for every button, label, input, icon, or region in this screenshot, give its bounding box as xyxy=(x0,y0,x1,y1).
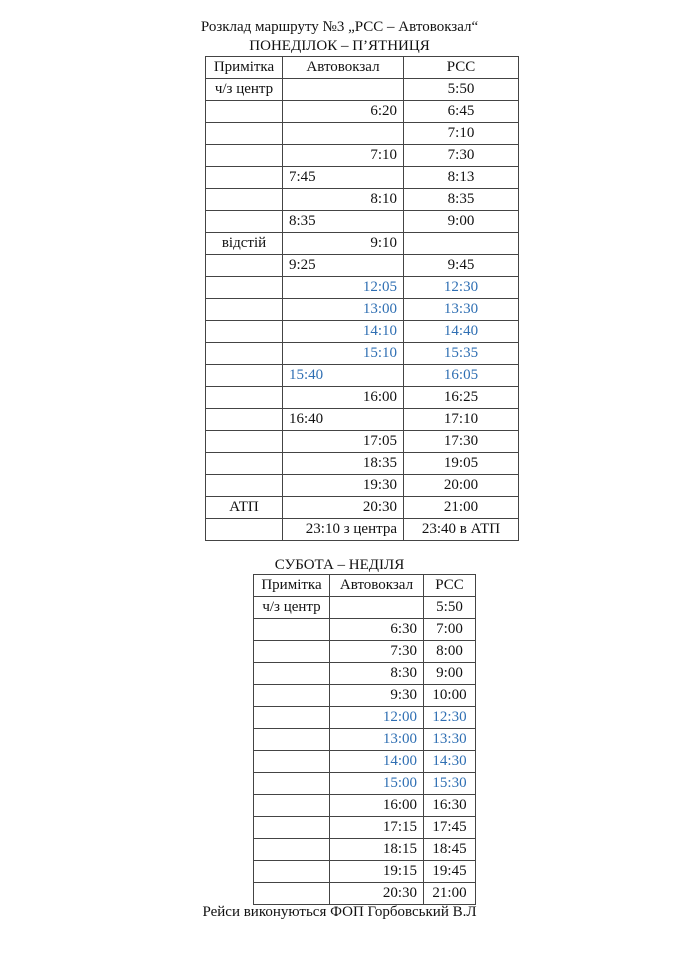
cell-rss: 12:30 xyxy=(424,707,476,729)
table-row xyxy=(206,387,519,409)
cell-note xyxy=(206,277,283,299)
cell-avtovokzal: 8:35 xyxy=(283,211,404,233)
cell-rss: 13:30 xyxy=(424,729,476,751)
cell-avtovokzal: 13:00 xyxy=(283,299,404,321)
cell-avtovokzal: 18:35 xyxy=(283,453,404,475)
table-row xyxy=(254,839,476,861)
table-row xyxy=(254,729,476,751)
cell-avtovokzal: 12:05 xyxy=(283,277,404,299)
table-row xyxy=(254,751,476,773)
column-header-note: Примітка xyxy=(206,57,283,79)
cell-avtovokzal: 9:10 xyxy=(283,233,404,255)
table-row xyxy=(206,519,519,541)
table-row xyxy=(206,365,519,387)
cell-note: відстій xyxy=(206,233,283,255)
cell-note xyxy=(206,189,283,211)
cell-note xyxy=(206,123,283,145)
cell-rss: 19:05 xyxy=(404,453,519,475)
cell-rss: 19:45 xyxy=(424,861,476,883)
cell-avtovokzal: 8:30 xyxy=(330,663,424,685)
cell-avtovokzal: 7:30 xyxy=(330,641,424,663)
table-row xyxy=(206,475,519,497)
cell-note xyxy=(254,641,330,663)
cell-note xyxy=(206,365,283,387)
cell-avtovokzal: 18:15 xyxy=(330,839,424,861)
table-row xyxy=(206,233,519,255)
table-row xyxy=(206,211,519,233)
cell-rss: 17:30 xyxy=(404,431,519,453)
cell-note: ч/з центр xyxy=(206,79,283,101)
column-header-avtovokzal: Автовокзал xyxy=(330,575,424,597)
cell-avtovokzal: 14:10 xyxy=(283,321,404,343)
table-row xyxy=(206,123,519,145)
table-row xyxy=(206,453,519,475)
cell-rss: 9:45 xyxy=(404,255,519,277)
table-row xyxy=(254,817,476,839)
cell-note xyxy=(254,773,330,795)
cell-rss: 8:00 xyxy=(424,641,476,663)
cell-rss: 12:30 xyxy=(404,277,519,299)
cell-avtovokzal: 23:10 з центра xyxy=(283,519,404,541)
weekday-rows xyxy=(206,79,519,541)
cell-note xyxy=(254,883,330,905)
cell-avtovokzal xyxy=(283,79,404,101)
cell-rss xyxy=(404,233,519,255)
cell-rss: 13:30 xyxy=(404,299,519,321)
table-row xyxy=(206,321,519,343)
cell-note xyxy=(206,343,283,365)
cell-rss: 16:05 xyxy=(404,365,519,387)
cell-avtovokzal: 9:25 xyxy=(283,255,404,277)
cell-note xyxy=(254,839,330,861)
cell-avtovokzal: 19:30 xyxy=(283,475,404,497)
cell-note xyxy=(206,167,283,189)
cell-avtovokzal: 17:05 xyxy=(283,431,404,453)
cell-rss: 5:50 xyxy=(424,597,476,619)
table-row xyxy=(254,663,476,685)
table-row xyxy=(206,497,519,519)
table-row xyxy=(254,861,476,883)
table-row xyxy=(254,685,476,707)
cell-rss: 7:00 xyxy=(424,619,476,641)
cell-rss: 21:00 xyxy=(404,497,519,519)
cell-note xyxy=(206,519,283,541)
cell-avtovokzal: 16:00 xyxy=(330,795,424,817)
cell-avtovokzal xyxy=(330,597,424,619)
cell-note xyxy=(206,145,283,167)
table-row xyxy=(254,883,476,905)
table-row xyxy=(206,255,519,277)
cell-avtovokzal: 7:45 xyxy=(283,167,404,189)
cell-note: АТП xyxy=(206,497,283,519)
cell-avtovokzal: 6:30 xyxy=(330,619,424,641)
weekend-schedule-table xyxy=(253,574,476,905)
cell-rss: 18:45 xyxy=(424,839,476,861)
cell-rss: 16:25 xyxy=(404,387,519,409)
cell-note xyxy=(206,431,283,453)
cell-rss: 16:30 xyxy=(424,795,476,817)
cell-note xyxy=(206,255,283,277)
cell-note xyxy=(206,321,283,343)
cell-rss: 15:35 xyxy=(404,343,519,365)
cell-note xyxy=(254,751,330,773)
cell-note xyxy=(254,729,330,751)
cell-rss: 8:13 xyxy=(404,167,519,189)
table-row xyxy=(206,409,519,431)
cell-rss: 9:00 xyxy=(404,211,519,233)
cell-note: ч/з центр xyxy=(254,597,330,619)
column-header-avtovokzal: Автовокзал xyxy=(283,57,404,79)
cell-avtovokzal: 15:10 xyxy=(283,343,404,365)
cell-rss: 21:00 xyxy=(424,883,476,905)
table-row xyxy=(206,101,519,123)
cell-avtovokzal: 15:40 xyxy=(283,365,404,387)
column-header-rss: РСС xyxy=(424,575,476,597)
table-row xyxy=(254,641,476,663)
cell-note xyxy=(206,211,283,233)
cell-avtovokzal: 8:10 xyxy=(283,189,404,211)
column-header-note: Примітка xyxy=(254,575,330,597)
cell-note xyxy=(254,663,330,685)
cell-note xyxy=(254,619,330,641)
cell-avtovokzal: 9:30 xyxy=(330,685,424,707)
table-header-row xyxy=(254,575,476,597)
cell-avtovokzal: 15:00 xyxy=(330,773,424,795)
cell-rss: 9:00 xyxy=(424,663,476,685)
cell-avtovokzal: 20:30 xyxy=(330,883,424,905)
cell-rss: 15:30 xyxy=(424,773,476,795)
table-row xyxy=(254,619,476,641)
column-header-rss: РСС xyxy=(404,57,519,79)
cell-avtovokzal: 7:10 xyxy=(283,145,404,167)
table-row xyxy=(206,431,519,453)
cell-note xyxy=(206,409,283,431)
cell-note xyxy=(206,475,283,497)
table-row xyxy=(206,79,519,101)
cell-avtovokzal: 14:00 xyxy=(330,751,424,773)
cell-avtovokzal: 13:00 xyxy=(330,729,424,751)
cell-note xyxy=(206,101,283,123)
cell-rss: 23:40 в АТП xyxy=(404,519,519,541)
table-header-row xyxy=(206,57,519,79)
table-row xyxy=(206,299,519,321)
cell-avtovokzal: 16:40 xyxy=(283,409,404,431)
cell-rss: 7:30 xyxy=(404,145,519,167)
table-row xyxy=(206,277,519,299)
cell-avtovokzal: 12:00 xyxy=(330,707,424,729)
table-row xyxy=(254,773,476,795)
cell-note xyxy=(254,861,330,883)
cell-avtovokzal: 19:15 xyxy=(330,861,424,883)
cell-rss: 17:10 xyxy=(404,409,519,431)
schedule-title: Розклад маршруту №3 „РСС – Автовокзал“ xyxy=(200,19,479,35)
cell-rss: 7:10 xyxy=(404,123,519,145)
weekday-schedule-table xyxy=(205,56,519,541)
table-row xyxy=(206,167,519,189)
cell-rss: 17:45 xyxy=(424,817,476,839)
cell-note xyxy=(206,453,283,475)
cell-rss: 20:00 xyxy=(404,475,519,497)
cell-rss: 5:50 xyxy=(404,79,519,101)
operator-footer: Рейси виконуються ФОП Горбовський В.Л xyxy=(202,904,477,920)
table-row xyxy=(254,707,476,729)
table-row xyxy=(206,145,519,167)
weekday-heading: ПОНЕДІЛОК – П’ЯТНИЦЯ xyxy=(249,38,430,54)
cell-rss: 6:45 xyxy=(404,101,519,123)
cell-avtovokzal: 16:00 xyxy=(283,387,404,409)
cell-avtovokzal: 17:15 xyxy=(330,817,424,839)
table-row xyxy=(206,189,519,211)
cell-note xyxy=(254,817,330,839)
table-row xyxy=(254,597,476,619)
weekend-rows xyxy=(254,597,476,905)
cell-rss: 10:00 xyxy=(424,685,476,707)
cell-avtovokzal xyxy=(283,123,404,145)
cell-note xyxy=(206,387,283,409)
cell-note xyxy=(206,299,283,321)
cell-note xyxy=(254,685,330,707)
weekend-heading: СУБОТА – НЕДІЛЯ xyxy=(274,557,405,573)
cell-note xyxy=(254,795,330,817)
cell-rss: 14:40 xyxy=(404,321,519,343)
cell-rss: 14:30 xyxy=(424,751,476,773)
cell-avtovokzal: 6:20 xyxy=(283,101,404,123)
table-row xyxy=(206,343,519,365)
cell-avtovokzal: 20:30 xyxy=(283,497,404,519)
cell-note xyxy=(254,707,330,729)
table-row xyxy=(254,795,476,817)
cell-rss: 8:35 xyxy=(404,189,519,211)
